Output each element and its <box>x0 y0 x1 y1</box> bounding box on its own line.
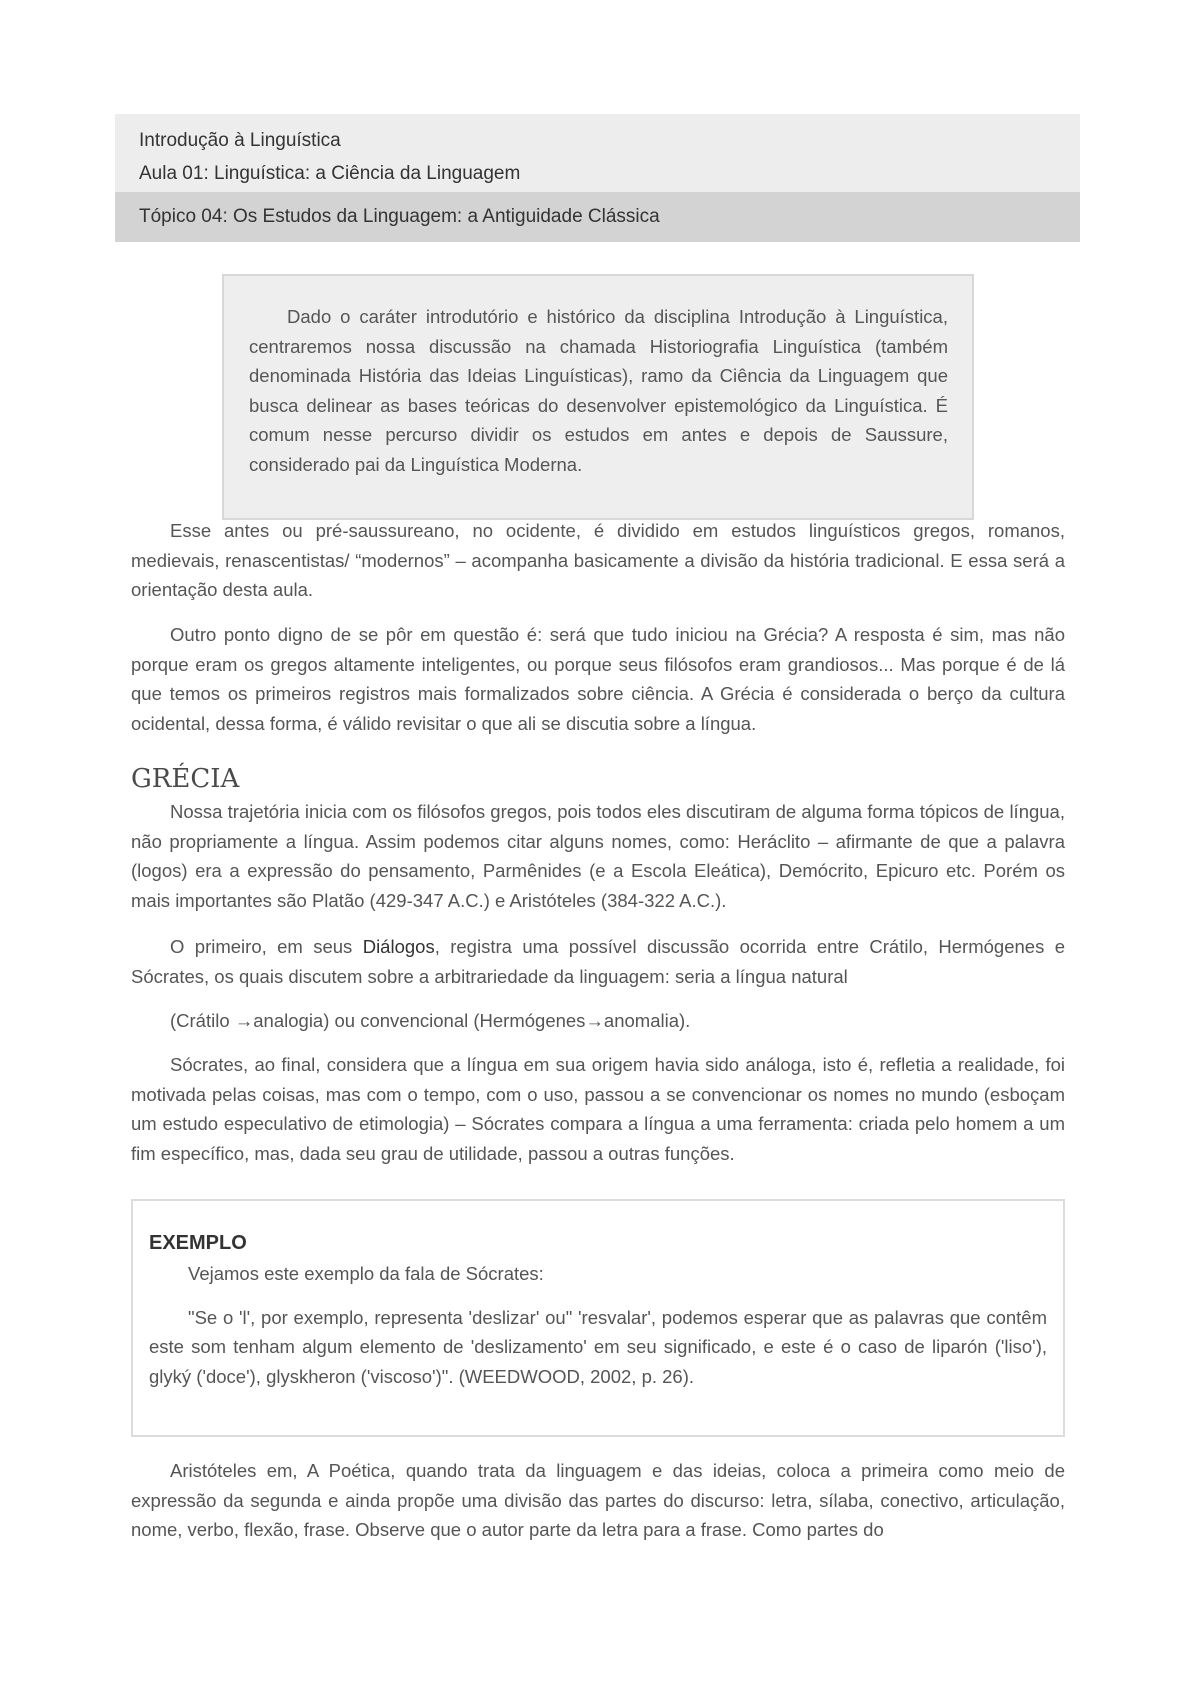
paragraph-pre-saussurean: Esse antes ou pré-saussureano, no ocidente, é dividido em estudos linguísticos gregos, romanos, medievais, renascentistas/ “modernos” – acompanha basicamente a divisão da história tradicional. E essa será a orientação desta aula. <box>131 520 1065 600</box>
header-course-block <box>115 114 1080 192</box>
dialogos-title: Diálogos <box>362 936 435 957</box>
section-heading-grecia: GRÉCIA <box>131 764 240 794</box>
example-box <box>131 1199 1065 1437</box>
dialogos-before: O primeiro, em seus <box>170 936 363 957</box>
topic-title: Tópico 04: Os Estudos da Linguagem: a Antiguidade Clássica <box>115 192 1080 242</box>
paragraph-aristoteles: Aristóteles em, A Poética, quando trata da linguagem e das ideias, coloca a primeira como meio de expressão da segunda e ainda propõe uma divisão das partes do discurso: letra, sílaba, conectivo, articulação, nome, verbo, flexão, frase. Observe que o autor parte da letra para a frase. Como partes do <box>131 1460 1065 1540</box>
paragraph-analogia-anomalia: (Crátilo →analogia) ou convencional (Hermógenes→anomalia). <box>170 1010 691 1031</box>
paragraph-greece-origin: Outro ponto digno de se pôr em questão é: será que tudo iniciou na Grécia? A resposta é sim, mas não porque eram os gregos altamente inteligentes, ou porque seus filósofos eram grandiosos... Mas porque é de lá que temos os primeiros registros mais formalizados sobre ciência. A Grécia é considerada o berço da cultura ocidental, dessa forma, é válido revisitar o que ali se discutia sobre a língua. <box>131 624 1065 734</box>
paragraph-greek-philosophers: Nossa trajetória inicia com os filósofos gregos, pois todos eles discutiram de alguma forma tópicos de língua, não propriamente a língua. Assim podemos citar alguns nomes, como: Heráclito – afirmante de que a palavra (logos) era a expressão do pensamento, Parmênides (e a Escola Eleática), Demócrito, Epicuro etc. Porém os mais importantes são Platão (429-347 A.C.) e Aristóteles (384-322 A.C.). <box>131 801 1065 911</box>
paragraph-socrates: Sócrates, ao final, considera que a língua em sua origem havia sido análoga, isto é, refletia a realidade, foi motivada pelas coisas, mas com o tempo, com o uso, passou a se convencionar os nomes no mundo (esboçam um estudo especulativo de etimologia) – Sócrates compara a língua a uma ferramenta: criada pelo homem a um fim específico, mas, dada seu grau de utilidade, passou a outras funções. <box>131 1054 1065 1164</box>
intro-box <box>222 274 974 520</box>
example-quote: "Se o 'l', por exemplo, representa 'deslizar' ou" 'resvalar', podemos esperar que as palavras que contêm este som tenham algum elemento de 'deslizamento' em seu significado, e este é o caso de liparón ('liso'), glyký ('doce'), glyskheron ('viscoso')". (WEEDWOOD, 2002, p. 26). <box>149 1306 1047 1387</box>
example-intro: Vejamos este exemplo da fala de Sócrates: <box>188 1263 544 1284</box>
example-title: EXEMPLO <box>149 1232 247 1254</box>
document-header <box>115 114 1080 242</box>
course-title: Introdução à Linguística <box>139 130 341 151</box>
paragraph-dialogos <box>131 932 1065 991</box>
intro-text: Dado o caráter introdutório e histórico da disciplina Introdução à Linguística, centraremos nossa discussão na chamada Historiografia Linguística (também denominada História das Ideias Linguísticas), ramo da Ciência da Linguagem que busca delinear as bases teóricas do desenvolver epistemológico da Linguística. É comum nesse percurso dividir os estudos em antes e depois de Saussure, considerado pai da Linguística Moderna. <box>249 306 948 475</box>
dialogos-after: , registra uma possível discussão ocorrida entre Crátilo, Hermógenes e Sócrates, os quais discutem sobre a arbitrariedade da linguagem: seria a língua natural <box>131 936 1065 987</box>
lesson-title: Aula 01: Linguística: a Ciência da Linguagem <box>139 163 521 184</box>
